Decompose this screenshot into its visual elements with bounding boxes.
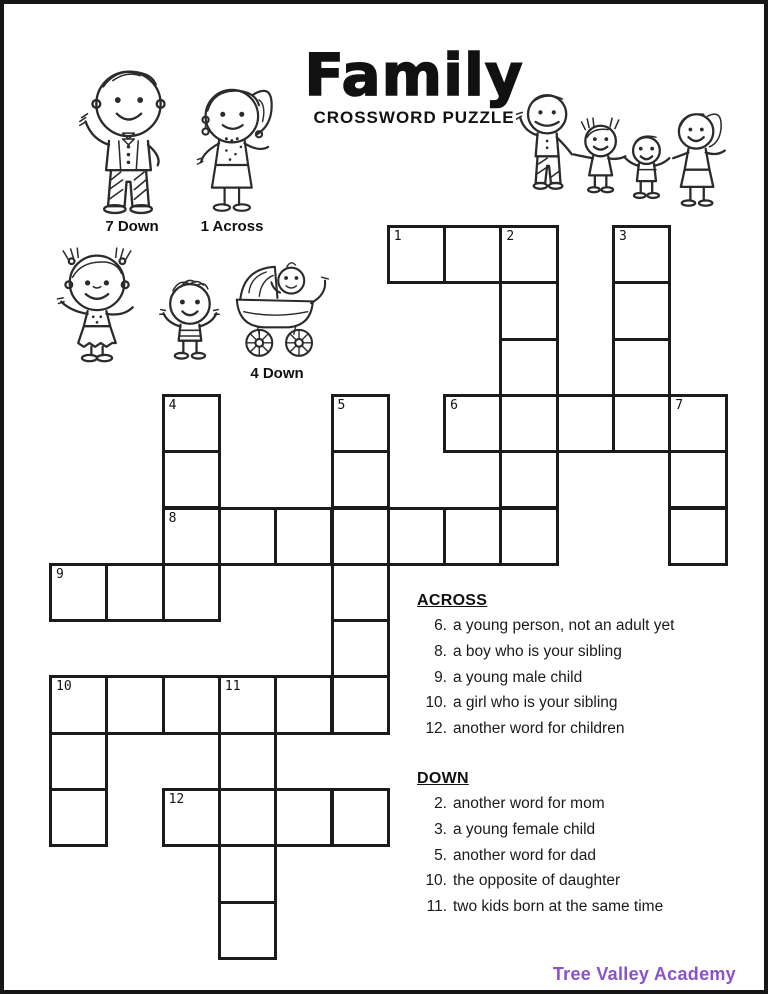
clue-number: 9.	[434, 668, 447, 686]
clue-down-11	[417, 898, 757, 924]
cell-number: 12	[168, 792, 185, 807]
grid-cell-11[interactable]	[218, 675, 277, 734]
grid-cell[interactable]	[443, 225, 502, 284]
grid-cell[interactable]	[105, 563, 164, 622]
grid-cell[interactable]	[612, 394, 671, 453]
grid-cell[interactable]	[162, 563, 221, 622]
page-title: Family	[304, 41, 524, 109]
clue-number: 10.	[425, 694, 447, 712]
dad-figure-label: 7 Down	[105, 218, 159, 235]
grid-cell[interactable]	[218, 788, 277, 847]
grid-cell[interactable]	[499, 507, 558, 566]
grid-cell[interactable]	[49, 788, 108, 847]
grid-cell[interactable]	[274, 788, 333, 847]
grid-cell[interactable]	[331, 507, 390, 566]
clue-number: 11.	[426, 898, 447, 916]
grid-cell-5[interactable]	[331, 394, 390, 453]
across-section	[417, 592, 757, 746]
down-section	[417, 770, 757, 924]
clue-text: another word for children	[453, 720, 625, 738]
cell-number: 8	[168, 510, 177, 526]
grid-cell-7[interactable]	[668, 394, 727, 453]
grid-cell[interactable]	[499, 338, 558, 397]
cell-number: 4	[168, 397, 177, 413]
clue-number: 12.	[425, 720, 447, 738]
grid-cell[interactable]	[49, 732, 108, 791]
clue-text: the opposite of daughter	[453, 872, 621, 890]
across-clue-list	[417, 617, 757, 746]
grid-cell[interactable]	[668, 450, 727, 509]
cell-number: 11	[224, 679, 241, 695]
boy-illustration	[156, 276, 222, 362]
grid-cell-3[interactable]	[612, 225, 671, 284]
clue-number: 8.	[434, 642, 447, 660]
clue-number: 2.	[434, 795, 447, 812]
clue-across-6	[417, 617, 757, 643]
clue-number: 5.	[434, 846, 447, 864]
baby-carriage-illustration	[223, 254, 331, 366]
cell-number: 2	[506, 229, 515, 244]
grid-cell[interactable]	[612, 338, 671, 397]
grid-cell[interactable]	[274, 675, 333, 734]
clue-across-9	[417, 669, 757, 695]
grid-cell-1[interactable]	[387, 225, 446, 284]
clue-text: a young female child	[453, 820, 596, 838]
dad-illustration	[72, 60, 184, 218]
grid-cell[interactable]	[387, 507, 446, 566]
clue-down-3	[417, 821, 757, 847]
clue-number: 10.	[425, 872, 447, 890]
down-clue-list	[417, 795, 757, 924]
clue-across-10	[417, 694, 757, 720]
mom-figure-label: 1 Across	[200, 218, 264, 235]
grid-cell[interactable]	[274, 507, 333, 566]
cell-number: 3	[619, 229, 627, 244]
girl-illustration	[50, 245, 144, 363]
grid-cell[interactable]	[612, 281, 671, 340]
clue-down-5	[417, 847, 757, 873]
clue-down-10	[417, 872, 757, 898]
cell-number: 5	[337, 397, 346, 413]
grid-cell-10[interactable]	[49, 675, 108, 734]
clue-text: a boy who is your sibling	[453, 642, 622, 660]
grid-cell-12[interactable]	[162, 788, 221, 847]
clue-number: 6.	[434, 617, 447, 634]
grid-cell[interactable]	[443, 507, 502, 566]
grid-cell[interactable]	[331, 450, 390, 509]
grid-cell[interactable]	[218, 507, 277, 566]
grid-cell[interactable]	[499, 450, 558, 509]
cell-number: 7	[675, 397, 684, 413]
grid-cell-6[interactable]	[443, 394, 502, 453]
cell-number: 10	[56, 679, 72, 695]
grid-cell-2[interactable]	[499, 225, 558, 284]
grid-cell[interactable]	[218, 901, 277, 960]
mom-illustration	[192, 74, 278, 218]
grid-cell-8[interactable]	[162, 507, 221, 566]
grid-cell[interactable]	[105, 675, 164, 734]
grid-cell[interactable]	[556, 394, 615, 453]
grid-cell[interactable]	[499, 281, 558, 340]
down-heading: DOWN	[417, 770, 469, 787]
grid-cell[interactable]	[218, 732, 277, 791]
clue-across-12	[417, 720, 757, 746]
cell-number: 9	[56, 566, 64, 582]
clue-number: 3.	[434, 820, 447, 838]
cell-number: 1	[393, 229, 402, 244]
family-group-illustration	[507, 86, 741, 218]
grid-cell[interactable]	[162, 675, 221, 734]
across-heading: ACROSS	[417, 592, 488, 609]
carriage-figure-label: 4 Down	[250, 365, 304, 382]
grid-cell[interactable]	[331, 619, 390, 678]
grid-cell-4[interactable]	[162, 394, 221, 453]
clue-text: a young male child	[453, 668, 583, 686]
page-subtitle: CROSSWORD PUZZLE	[313, 108, 515, 127]
clue-text: a young person, not an adult yet	[453, 617, 675, 634]
grid-cell[interactable]	[331, 675, 390, 734]
grid-cell[interactable]	[162, 450, 221, 509]
clue-across-8	[417, 643, 757, 669]
clue-text: a girl who is your sibling	[453, 694, 618, 712]
grid-cell[interactable]	[331, 563, 390, 622]
clue-text: another word for mom	[453, 795, 605, 812]
grid-cell[interactable]	[218, 844, 277, 903]
grid-cell[interactable]	[499, 394, 558, 453]
clue-text: two kids born at the same time	[453, 898, 664, 916]
grid-cell[interactable]	[331, 788, 390, 847]
cell-number: 6	[450, 397, 458, 413]
clue-down-2	[417, 795, 757, 821]
branding-text: Tree Valley Academy	[552, 964, 736, 984]
grid-cell-9[interactable]	[49, 563, 108, 622]
grid-cell[interactable]	[668, 507, 727, 566]
clue-text: another word for dad	[453, 846, 597, 864]
